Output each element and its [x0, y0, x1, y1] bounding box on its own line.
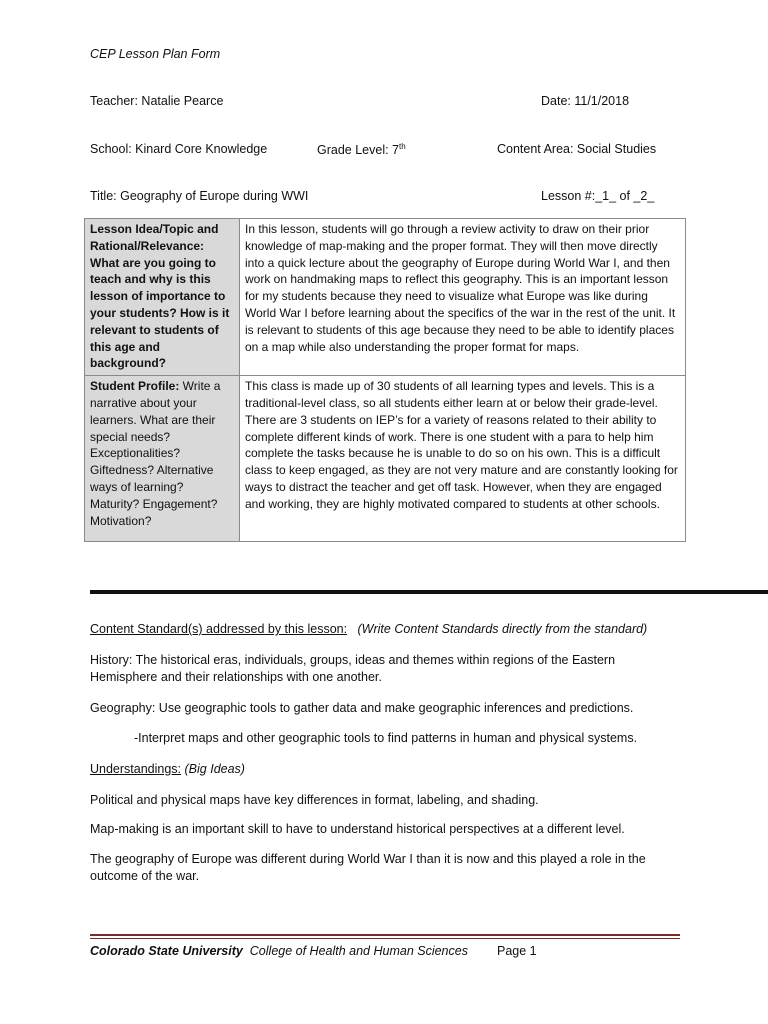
content-standards-heading: Content Standard(s) addressed by this lesson: [90, 622, 348, 636]
understanding-item: Political and physical maps have key differences in format, labeling, and shading. [90, 793, 539, 807]
form-title: CEP Lesson Plan Form [90, 47, 221, 61]
understandings-heading-line [90, 762, 245, 776]
student-profile-content-cell: This class is made up of 30 students of all learning types and levels. This is a traditional-level class, so all students either learn at or below their grade-level. There are 3 students on IEP’s for a variety of reasons related to their ability to complete different kinds of work. There is one student with a para to help him complete the tasks because he is unable to do so on his own. This is a difficult class to keep engaged, as they are not very mature and are constantly looking for ways to distract the teacher and get off task. However, when they are engaged and working, they are highly motivated compared to students at other schools. [240, 376, 686, 542]
footer-page-number: Page 1 [497, 944, 537, 958]
lesson-idea-row [85, 219, 686, 376]
lesson-idea-content-cell: In this lesson, students will go through a review activity to draw on their prior knowledge of map-making and the proper format. They will then move directly into a quick lecture about the geography of Europe during World War I, and then work on handmaking maps to reflect this geography. This is an important lesson for my students because they need to visualize what Europe was like during World War I before learning about the specifics of the war in the rest of the unit. It is relevant to students of this age because they need to be able to identify places on a map while also understanding the proper format for maps. [240, 219, 686, 376]
understanding-item: Map-making is an important skill to have to understand historical perspectives at a different level. [90, 822, 625, 836]
footer [90, 944, 468, 958]
understanding-item: The geography of Europe was different during World War I than it is now and this played a role in the outcome of the war. [90, 852, 646, 883]
lesson-number: Lesson #:_1_ of _2_ [541, 189, 655, 203]
lesson-title: Title: Geography of Europe during WWI [90, 189, 309, 203]
grade-level-field [317, 142, 406, 157]
school-field: School: Kinard Core Knowledge [90, 142, 268, 156]
history-standard: History: The historical eras, individuals, groups, ideas and themes within regions of the Eastern Hemisphere and their relationships with one another. [90, 653, 616, 684]
student-profile-label-cell [85, 376, 240, 542]
content-standards-note: (Write Content Standards directly from the standard) [357, 622, 648, 636]
lesson-idea-label-prompt: What are you going to teach and why is this lesson of importance to your students? How is it relevant to students of this age and background? [90, 255, 230, 371]
date-field: Date: 11/1/2018 [541, 94, 630, 108]
grade-level-text: Grade Level: 7 [317, 143, 399, 158]
lesson-plan-table [84, 218, 686, 542]
content-area-field: Content Area: Social Studies [497, 142, 657, 156]
student-profile-row [85, 376, 686, 542]
teacher-field: Teacher: Natalie Pearce [90, 94, 224, 108]
geography-standard: Geography: Use geographic tools to gather data and make geographic inferences and predictions. [90, 701, 634, 715]
student-profile-label-prompt: Write a narrative about your learners. What are their special needs? Exceptionalities? Giftedness? Alternative ways of learning? Maturity? Engagement? Motivation? [90, 379, 221, 528]
lesson-idea-label-cell [85, 219, 240, 376]
footer-university: Colorado State University [90, 944, 243, 958]
footer-rule [90, 934, 680, 936]
lesson-idea-label-bold: Lesson Idea/Topic and Rational/Relevance: [90, 222, 219, 253]
student-profile-label-bold: Student Profile: [90, 379, 180, 394]
geography-sub-standard: -Interpret maps and other geographic tools to find patterns in human and physical systems. [134, 731, 638, 745]
understandings-heading: Understandings: [90, 762, 182, 776]
section-divider [90, 590, 768, 594]
content-standards-heading-line [90, 622, 647, 636]
footer-college: College of Health and Human Sciences [249, 944, 468, 958]
understandings-note: (Big Ideas) [184, 762, 245, 776]
footer-rule-thin [90, 938, 680, 939]
grade-level-superscript: th [399, 142, 406, 151]
